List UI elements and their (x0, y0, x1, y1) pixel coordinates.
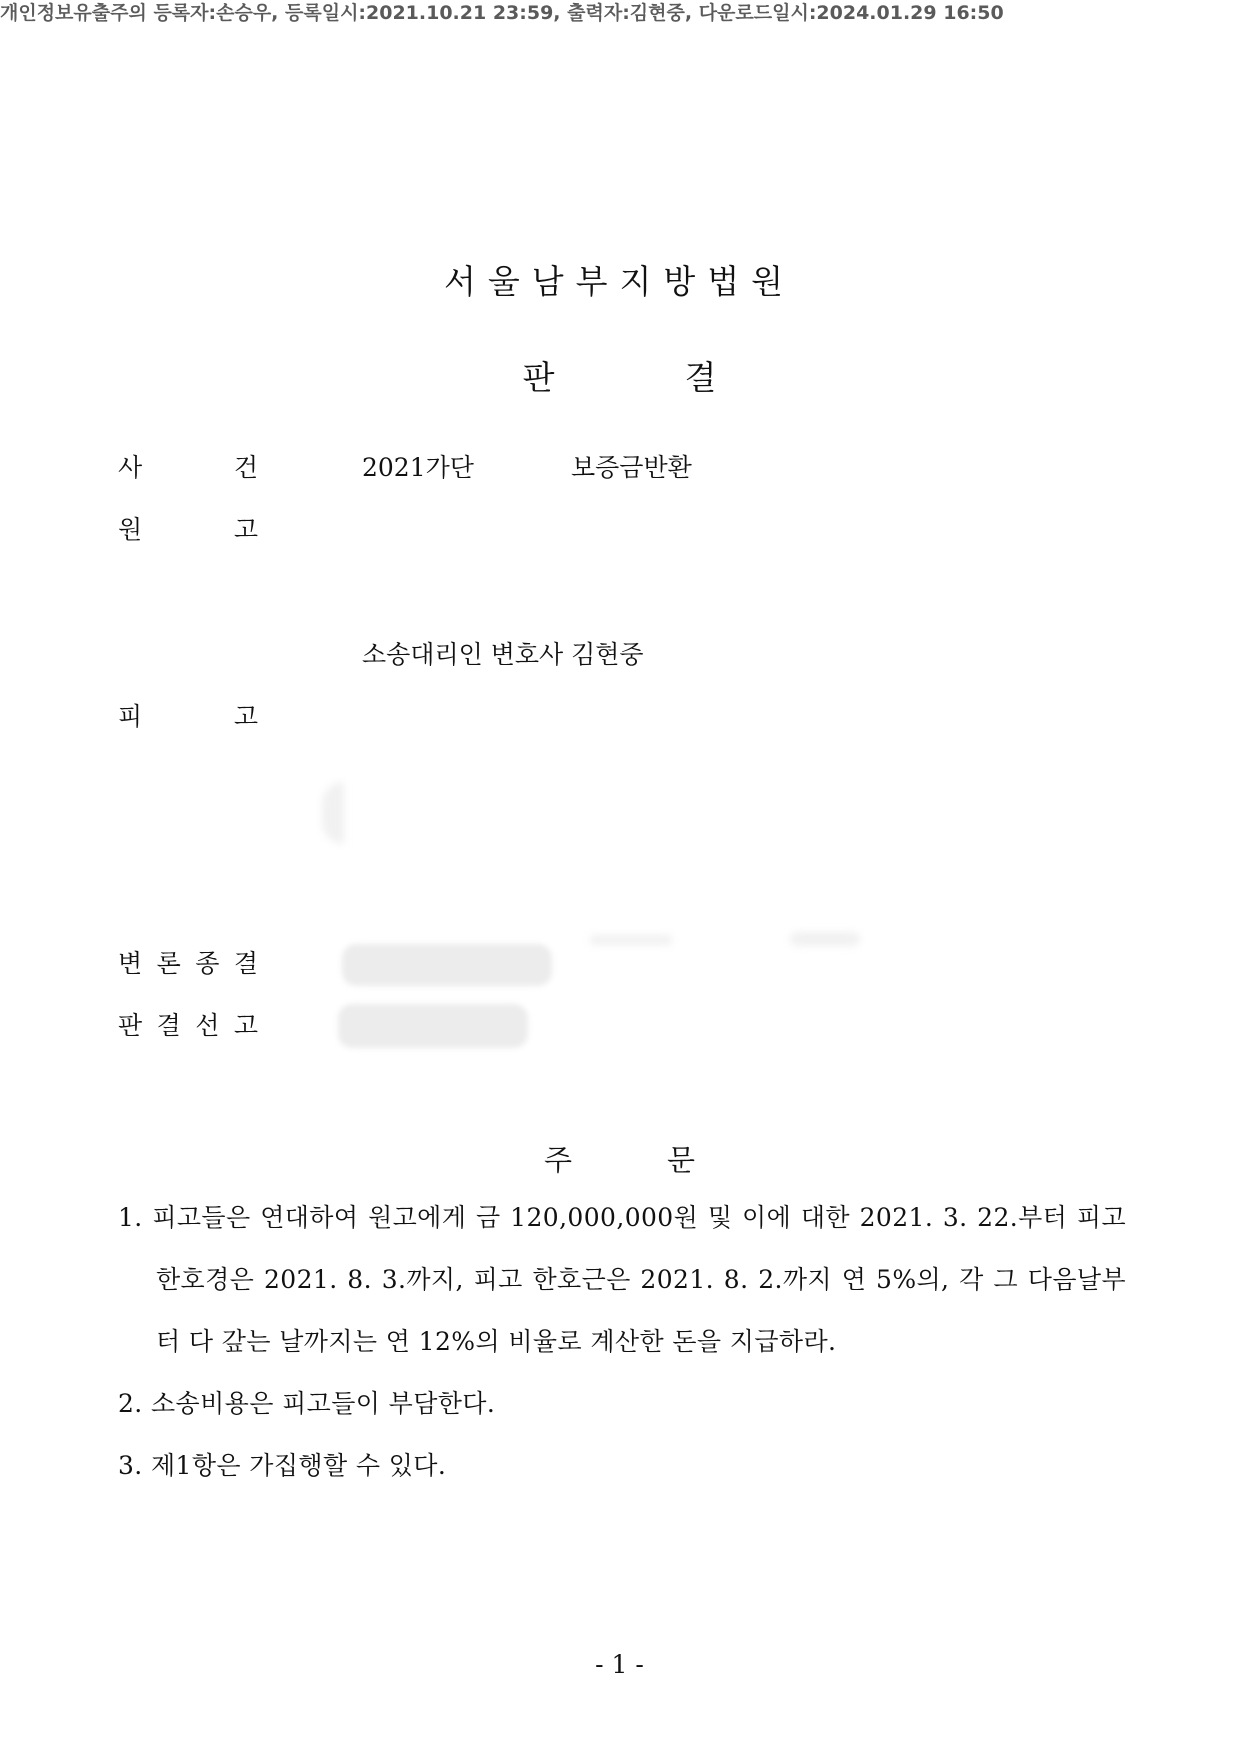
redaction-artifact (790, 932, 860, 946)
case-number: 2021가단 (362, 453, 474, 482)
privacy-warning-header: 개인정보유출주의 등록자:손승우, 등록일시:2021.10.21 23:59, 출력자:김현중, 다운로드일시:2024.01.29 16:50 (0, 2, 1004, 24)
case-label: 사 건 (118, 453, 258, 482)
order-item-3: 3. 제1항은 가집행할 수 있다. (118, 1451, 447, 1480)
document-title (0, 352, 1239, 399)
plaintiff-label: 원 고 (118, 515, 258, 544)
title-char-right: 결 (684, 358, 717, 397)
order-item-1-line-1: 1. 피고들은 연대하여 원고에게 금 120,000,000원 및 이에 대한 2021. 3. 22.부터 피고 (118, 1203, 1126, 1232)
case-name: 보증금반환 (571, 453, 692, 482)
order-item-1-line-3: 터 다 갚는 날까지는 연 12%의 비율로 계산한 돈을 지급하라. (156, 1327, 837, 1356)
defendant-label: 피 고 (118, 702, 258, 731)
page-number: - 1 - (595, 1650, 644, 1679)
redacted-date (342, 944, 552, 986)
order-item-1-line-2: 한호경은 2021. 8. 3.까지, 피고 한호근은 2021. 8. 2.까지 연 5%의, 각 그 다음날부 (156, 1265, 1126, 1294)
redaction-artifact (322, 782, 344, 844)
title-char-left: 판 (522, 358, 555, 397)
redaction-artifact (590, 935, 672, 945)
court-name: 서울남부지방법원 (443, 262, 796, 301)
order-item-2: 2. 소송비용은 피고들이 부담한다. (118, 1389, 496, 1418)
counsel-line: 소송대리인 변호사 김현중 (362, 640, 644, 669)
ruling-label: 판 결 선 고 (118, 1011, 258, 1040)
closing-label: 변 론 종 결 (118, 949, 258, 978)
redacted-date (338, 1004, 528, 1048)
order-heading: 주 문 (543, 1143, 696, 1177)
